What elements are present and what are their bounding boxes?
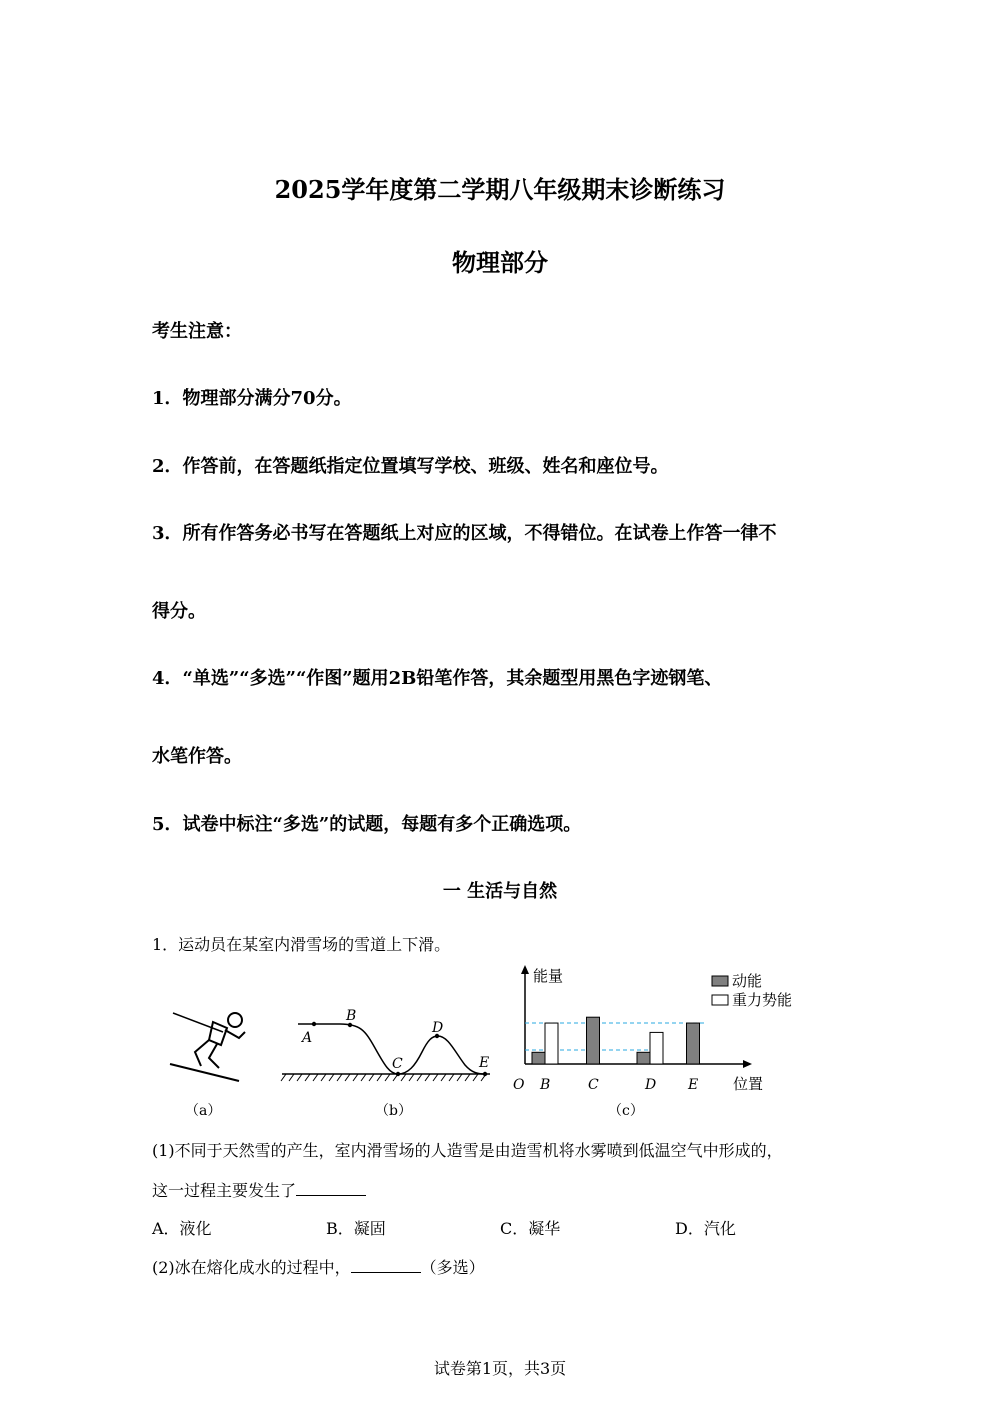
sub-question-2-text: (2)冰在熔化成水的过程中， bbox=[152, 1258, 351, 1277]
notice-heading: 考生注意： bbox=[152, 321, 242, 342]
bar-potential-D bbox=[650, 1032, 663, 1064]
notice-item-3: 3．所有作答务必书写在答题纸上对应的区域，不得错位。在试卷上作答一律不 bbox=[152, 523, 777, 544]
figure-c-caption: （c） bbox=[608, 1103, 644, 1119]
bar-kinetic-C bbox=[587, 1017, 600, 1064]
notice-item-3-cont: 得分。 bbox=[152, 601, 206, 622]
option-d[interactable]: D．汽化 bbox=[675, 1219, 736, 1238]
x-tick-B: B bbox=[540, 1077, 551, 1093]
figure-a-caption: （a） bbox=[185, 1103, 222, 1119]
track-point-d: D bbox=[432, 1020, 444, 1036]
exam-title: 2025学年度第二学期八年级期末诊断练习 bbox=[274, 175, 726, 204]
answer-blank-2[interactable] bbox=[351, 1258, 421, 1273]
sub-question-1-line2 bbox=[152, 1178, 366, 1201]
bar-kinetic-E bbox=[687, 1023, 700, 1064]
sub-question-1-line1: (1)不同于天然雪的产生，室内滑雪场的人造雪是由造雪机将水雾喷到低温空气中形成的， bbox=[152, 1141, 783, 1160]
notice-item-4-cont: 水笔作答。 bbox=[152, 746, 242, 767]
notice-item-5: 5．试卷中标注“多选”的试题，每题有多个正确选项。 bbox=[152, 814, 582, 835]
track-point-e: E bbox=[479, 1055, 490, 1071]
sub-question-1-text: 这一过程主要发生了 bbox=[152, 1181, 297, 1200]
legend-swatch-kinetic bbox=[712, 976, 728, 986]
sub-question-2 bbox=[152, 1255, 485, 1278]
x-tick-E: E bbox=[688, 1077, 699, 1093]
skier-figure bbox=[165, 1010, 250, 1085]
legend-swatch-potential bbox=[712, 995, 728, 1005]
option-c[interactable]: C．凝华 bbox=[500, 1219, 561, 1238]
legend-potential: 重力势能 bbox=[732, 991, 793, 1009]
sub-question-2-suffix: （多选） bbox=[420, 1258, 485, 1277]
exam-subtitle: 物理部分 bbox=[452, 248, 548, 277]
track-figure bbox=[280, 1010, 495, 1085]
page-footer: 试卷第1页，共3页 bbox=[433, 1359, 567, 1378]
bar-potential-B bbox=[545, 1023, 558, 1064]
bar-kinetic-D bbox=[637, 1052, 650, 1064]
track-point-a: A bbox=[302, 1030, 313, 1046]
notice-item-4: 4．“单选”“多选”“作图”题用2B铅笔作答，其余题型用黑色字迹钢笔、 bbox=[152, 668, 723, 689]
option-b[interactable]: B．凝固 bbox=[326, 1219, 386, 1238]
bar-kinetic-B bbox=[532, 1052, 545, 1064]
figure-b-caption: （b） bbox=[375, 1103, 412, 1119]
option-a[interactable]: A．液化 bbox=[152, 1219, 212, 1238]
notice-item-1: 1．物理部分满分70分。 bbox=[152, 388, 352, 409]
x-axis-label: 位置 bbox=[733, 1075, 764, 1093]
energy-bar-chart bbox=[505, 962, 793, 1097]
section-title: 一 生活与自然 bbox=[442, 881, 558, 902]
answer-blank-1[interactable] bbox=[296, 1181, 366, 1196]
track-point-c: C bbox=[392, 1056, 403, 1072]
track-point-b: B bbox=[346, 1008, 357, 1024]
legend-kinetic: 动能 bbox=[732, 972, 763, 990]
question-1-stem: 1．运动员在某室内滑雪场的雪道上下滑。 bbox=[152, 935, 451, 954]
origin-label: O bbox=[513, 1077, 525, 1093]
x-tick-C: C bbox=[588, 1077, 599, 1093]
x-tick-D: D bbox=[645, 1077, 657, 1093]
notice-item-2: 2．作答前，在答题纸指定位置填写学校、班级、姓名和座位号。 bbox=[152, 456, 669, 477]
y-axis-label: 能量 bbox=[533, 967, 564, 985]
